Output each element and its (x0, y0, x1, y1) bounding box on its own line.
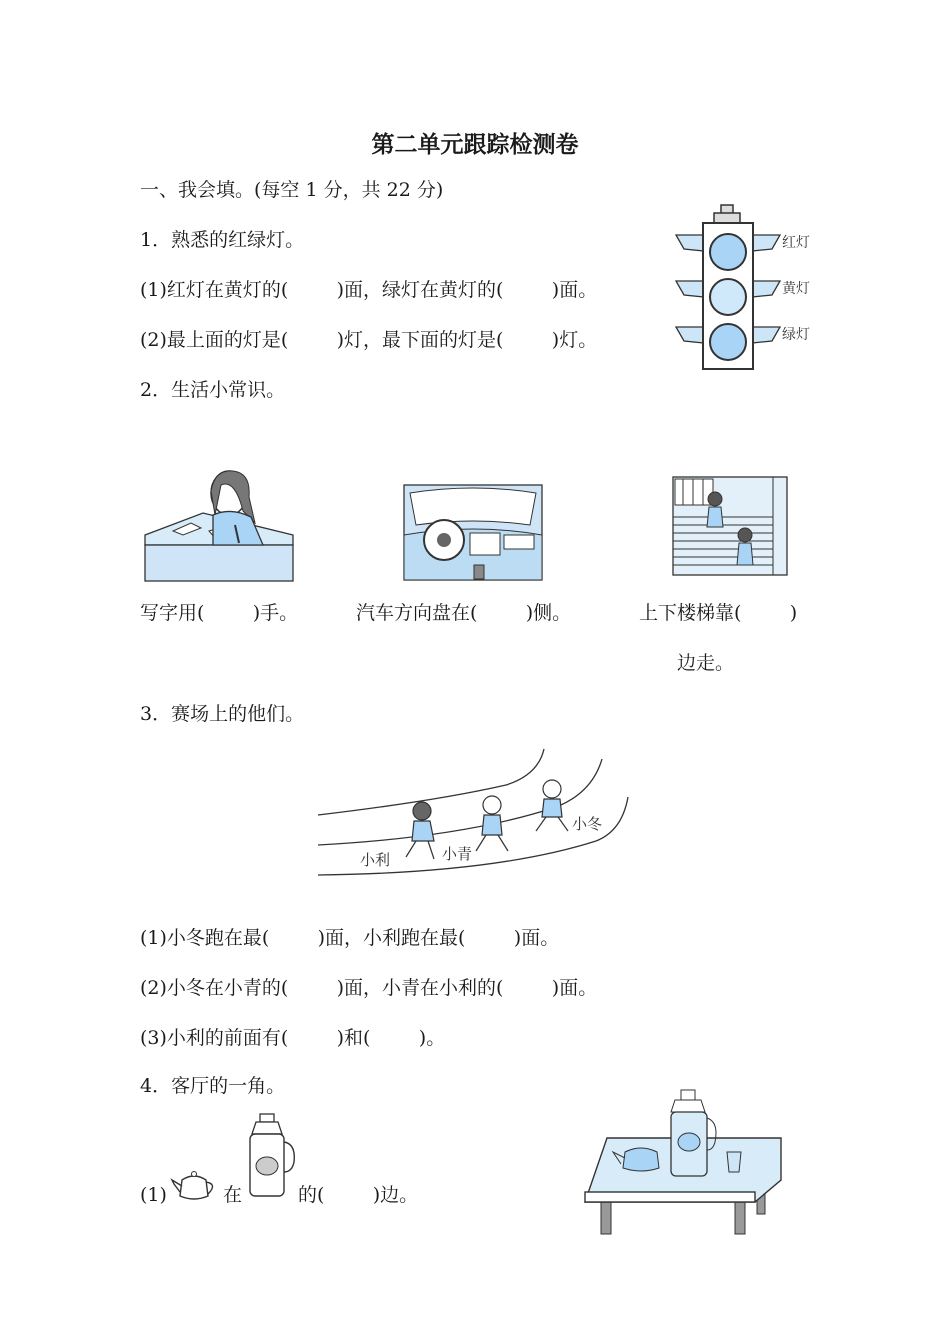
q2-caption-writing: 写字用( )手。 (140, 602, 299, 624)
teapot-icon (170, 1168, 220, 1204)
section-heading: 一、我会填。(每空 1 分，共 22 分) (140, 179, 444, 201)
writing-girl-illustration (143, 465, 298, 583)
traffic-light-figure (676, 205, 846, 375)
q2-caption-stairs-cont: 边走。 (677, 652, 735, 674)
stairs-illustration (673, 477, 787, 575)
runner-label-xiaoqing: 小青 (442, 845, 473, 863)
red-light-label: 红灯 (782, 235, 810, 251)
race-track-illustration (316, 745, 636, 880)
q3-line3: (3)小利的前面有( )和( )。 (140, 1027, 446, 1049)
yellow-light-label: 黄灯 (782, 281, 810, 297)
thermos-icon (246, 1112, 296, 1200)
q1-title: 1．熟悉的红绿灯。 (140, 229, 305, 251)
car-interior-illustration (404, 485, 542, 580)
q4-title: 4．客厅的一角。 (140, 1075, 286, 1097)
living-room-table-illustration (585, 1088, 785, 1238)
q1-line1: (1)红灯在黄灯的( )面，绿灯在黄灯的( )面。 (140, 279, 598, 301)
q2-caption-stairs: 上下楼梯靠( ) (639, 602, 798, 624)
q3-line2: (2)小冬在小青的( )面，小青在小利的( )面。 (140, 977, 598, 999)
q3-title: 3．赛场上的他们。 (140, 703, 305, 725)
q1-line2: (2)最上面的灯是( )灯，最下面的灯是( )灯。 (140, 329, 598, 351)
q4-suffix: 的( )边。 (298, 1184, 419, 1206)
runner-label-xiaodong: 小冬 (572, 815, 603, 833)
q4-prefix: (1) (140, 1184, 167, 1206)
q2-caption-car: 汽车方向盘在( )侧。 (356, 602, 572, 624)
runner-label-xiaoli: 小利 (360, 851, 391, 869)
q3-line1: (1)小冬跑在最( )面，小利跑在最( )面。 (140, 927, 560, 949)
q4-zai: 在 (223, 1184, 243, 1206)
page-title: 第二单元跟踪检测卷 (371, 132, 579, 158)
q2-title: 2．生活小常识。 (140, 379, 286, 401)
green-light-label: 绿灯 (782, 327, 810, 343)
